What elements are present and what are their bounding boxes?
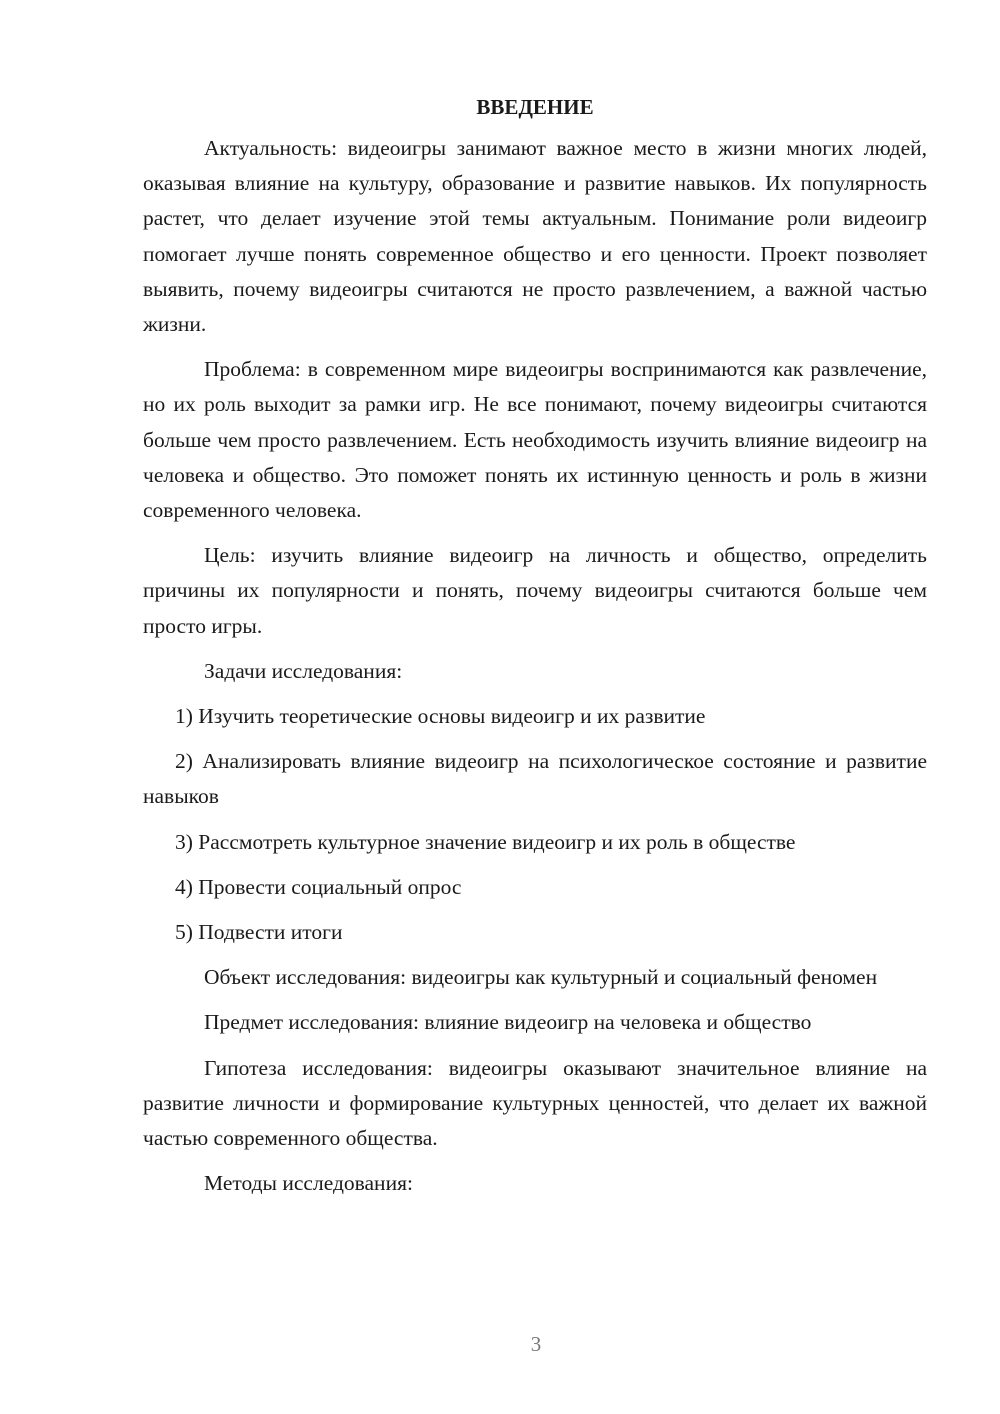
object-paragraph: Объект исследования: видеоигры как культурный и социальный феномен [204,965,878,990]
task-item-1: 1) Изучить теоретические основы видеоигр и их развитие [175,704,706,729]
page-title: ВВЕДЕНИЕ [476,95,594,119]
hypothesis-paragraph: Гипотеза исследования: видеоигры оказывают значительное влияние на развитие личности и формирование культурных ценностей, что делает их важной частью современного общества. [143,1055,927,1151]
methods-heading: Методы исследования: [204,1171,413,1196]
document-page [143,90,927,1211]
tasks-heading: Задачи исследования: [204,658,403,683]
task-item-4: 4) Провести социальный опрос [175,874,462,899]
task-item-5: 5) Подвести итоги [175,920,343,945]
subject-paragraph: Предмет исследования: влияние видеоигр на человека и общество [204,1010,812,1035]
task-item-3: 3) Рассмотреть культурное значение видеоигр и их роль в обществе [175,829,796,854]
task-item-2: 2) Анализировать влияние видеоигр на психологическое состояние и развитие навыков [143,749,927,809]
page-number: 3 [530,1332,542,1356]
goal-paragraph: Цель: изучить влияние видеоигр на личность и общество, определить причины их популярности и понять, почему видеоигры считаются больше чем просто игры. [143,543,927,638]
relevance-paragraph: Актуальность: видеоигры занимают важное место в жизни многих людей, оказывая влияние на культуру, образование и развитие навыков. Их популярность растет, что делает изучение этой темы актуальным. Понимание роли видеоигр помогает лучше понять современное общество и его ценности. Проект позволяет выявить, почему видеоигры считаются не просто развлечением, а важной частью жизни. [143,136,927,337]
problem-paragraph: Проблема: в современном мире видеоигры воспринимаются как развлечение, но их роль выходит за рамки игр. Не все понимают, почему видеоигры считаются больше чем просто развлечением. Есть необходимость изучить влияние видеоигр на человека и общество. Это поможет понять их истинную ценность и роль в жизни современного человека. [143,357,927,523]
